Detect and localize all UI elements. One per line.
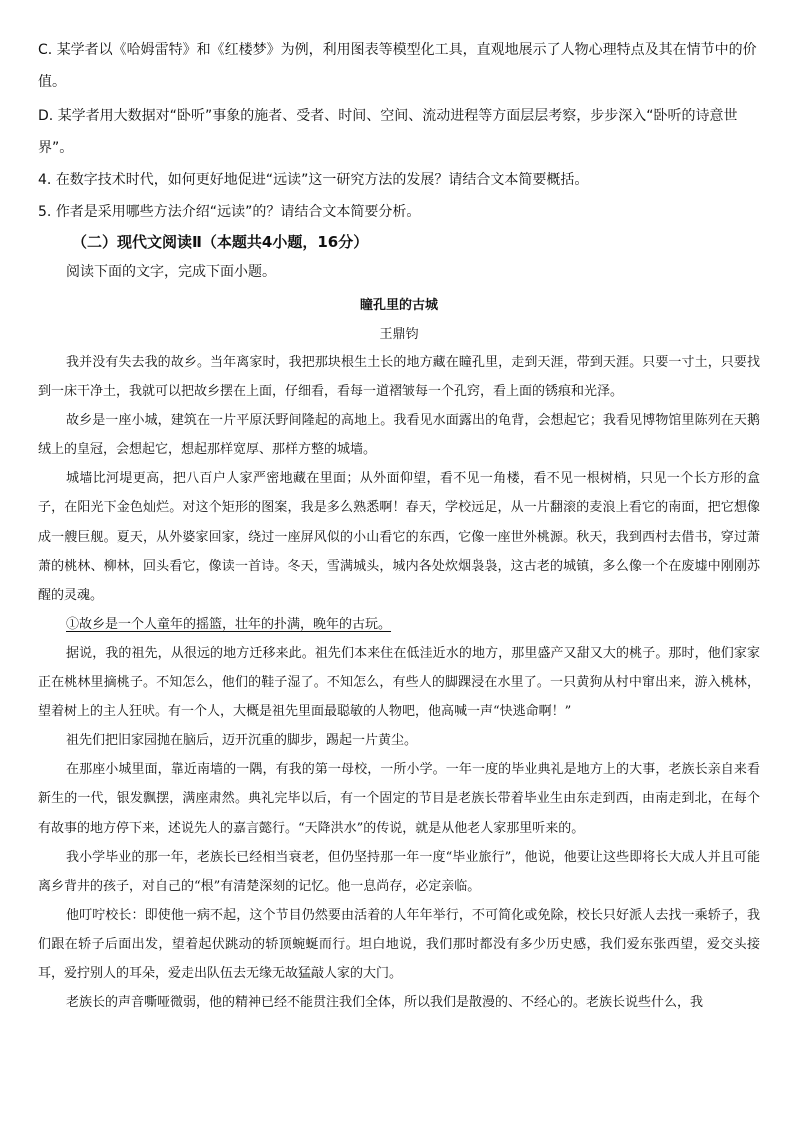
option-c [38, 40, 757, 60]
option-text: 某学者用大数据对“卧听”事象的施者、受者、时间、空间、流动进程等方面层层考察，步步深入“卧听的诗意世 [57, 108, 738, 124]
option-label: C. [38, 42, 53, 58]
option-c-continuation: 值。 [38, 74, 66, 90]
question-number: 4. [38, 172, 52, 188]
article-body [38, 348, 760, 1017]
option-d-continuation: 界”。 [38, 140, 74, 156]
article-paragraph: 在那座小城里面，靠近南墙的一隅，有我的第一母校，一所小学。一年一度的毕业典礼是地方上的大事，老族长亲自来看新生的一代，银发飘摆，满座肃然。典礼完毕以后，有一个固定的节目是老族长带着毕业生由东走到西，由南走到北，在每个有故事的地方停下来，述说先人的嘉言懿行。“天降洪水”的传说，就是从他老人家那里听来的。 [38, 762, 760, 836]
article-paragraph: 据说，我的祖先，从很远的地方迁移来此。祖先们本来住在低洼近水的地方，那里盛产又甜又大的桃子。那时，他们家家正在桃林里摘桃子。不知怎么，他们的鞋子湿了。不知怎么，有些人的脚踝浸在水里了。一只黄狗从村中窜出来，游入桃林，望着树上的主人狂吠。有一个人，大概是祖先里面最聪敏的人物吧，他高喊一声“快逃命啊！” [38, 645, 760, 720]
option-d [38, 106, 737, 126]
article-author: 王鼎钧 [379, 327, 419, 342]
article-paragraph: 我并没有失去我的故乡。当年离家时，我把那块根生土长的地方藏在瞳孔里，走到天涯，带到天涯。只要一寸土，只要找到一床干净土，我就可以把故乡摆在上面，仔细看，看每一道褶皱每一个孔窍，看上面的锈痕和光泽。 [38, 355, 760, 400]
question-number: 5. [38, 204, 52, 220]
question-text: 在数字技术时代，如何更好地促进“远读”这一研究方法的发展？请结合文本简要概括。 [55, 172, 589, 188]
question-4 [38, 170, 588, 190]
article-paragraph: 我小学毕业的那一年，老族长已经相当衰老，但仍坚持那一年一度“毕业旅行”，他说，他要让这些即将长大成人并且可能离乡背井的孩子，对自己的“根”有清楚深刻的记忆。他一息尚存，必定亲临。 [38, 849, 760, 894]
option-label: D. [38, 108, 54, 124]
article-paragraph: 他叮咛校长：即使他一病不起，这个节目仍然要由活着的人年年举行，不可简化或免除，校长只好派人去找一乘轿子，我们跟在轿子后面出发，望着起伏跳动的轿顶蜿蜒而行。坦白地说，我们那时都没有多少历史感，我们爱东张西望，爱交头接耳，爱拧别人的耳朵，爱走出队伍去无缘无故猛敲人家的大门。 [38, 907, 760, 981]
section-instruction: 阅读下面的文字，完成下面小题。 [66, 264, 276, 280]
underlined-sentence: ①故乡是一个人童年的摇篮，壮年的扑满，晚年的古玩。 [66, 616, 392, 632]
article-title: 瞳孔里的古城 [359, 298, 438, 313]
article-paragraph: 祖先们把旧家园抛在脑后，迈开沉重的脚步，踢起一片黄尘。 [66, 733, 418, 749]
article-paragraph: 故乡是一座小城，建筑在一片平原沃野间隆起的高地上。我看见水面露出的龟背，会想起它；我看见博物馆里陈列在天鹅绒上的皇冠，会想起它，想起那样宽厚、那样方整的城墙。 [38, 413, 760, 458]
article-paragraph-underlined [38, 610, 760, 639]
section-heading: （二）现代文阅读Ⅱ（本题共4小题，16分） [72, 233, 369, 251]
article-paragraph: 老族长的声音嘶哑微弱，他的精神已经不能贯注我们全体，所以我们是散漫的、不经心的。老族长说些什么，我 [66, 995, 704, 1011]
option-text: 某学者以《哈姆雷特》和《红楼梦》为例，利用图表等模型化工具，直观地展示了人物心理特点及其在情节中的价 [56, 42, 757, 58]
question-text: 作者是采用哪些方法介绍“远读”的？请结合文本简要分析。 [55, 204, 421, 220]
article-paragraph: 城墙比河堤更高，把八百户人家严密地藏在里面；从外面仰望，看不见一角楼，看不见一根树梢，只见一个长方形的盒子，在阳光下金色灿烂。对这个矩形的图案，我是多么熟悉啊！春天，学校远足，从一片翻滚的麦浪上看它的南面，把它想像成一艘巨舰。夏天，从外婆家回家，绕过一座屏风似的小山看它的东西，它像一座世外桃源。秋天，我到西村去借书，穿过萧萧的桃林、柳林，回头看它，像读一首诗。冬天，雪满城头，城内各处炊烟袅袅，这古老的城镇，多么像一个在废墟中刚刚苏醒的灵魂。 [38, 471, 760, 603]
question-5 [38, 202, 420, 222]
